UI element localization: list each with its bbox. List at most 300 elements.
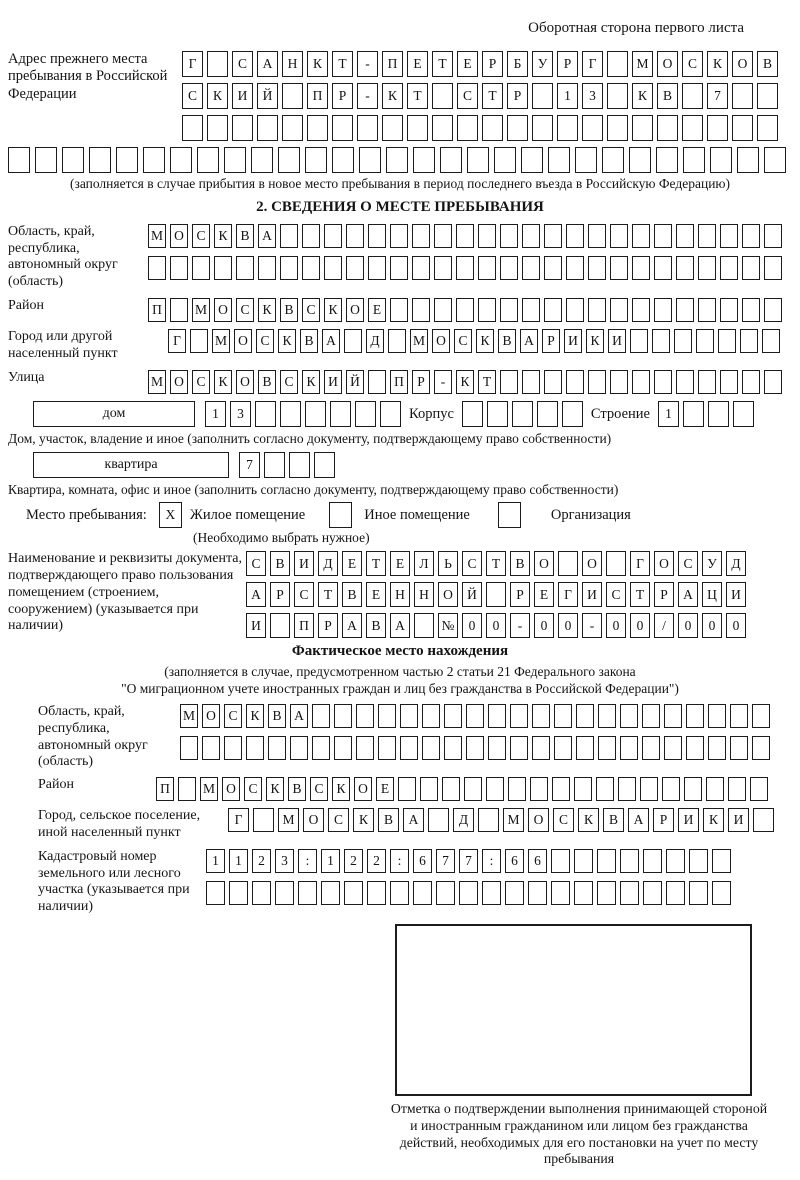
form-cell: [268, 736, 286, 760]
form-cell: [400, 704, 418, 728]
stay-type-option-residential: Жилое помещение: [189, 507, 306, 524]
form-cell: [478, 808, 499, 832]
form-cell: [355, 401, 376, 427]
actual-location-note-2: "О миграционном учете иностранных граждан и лиц без гражданства в Российской Федерации"): [121, 681, 679, 697]
form-cell: [562, 401, 583, 427]
form-cell: А: [520, 329, 538, 353]
form-cell: [258, 256, 276, 280]
stay-type-checkbox-other-premises: [329, 502, 352, 528]
actual-city-label: Город, сельское поселение, иной населенный пункт: [38, 808, 201, 841]
stay-type-option-organization: Организация: [550, 507, 631, 524]
form-cell: Н: [282, 51, 303, 77]
form-cell: [732, 83, 753, 109]
form-cell: Т: [630, 582, 650, 607]
form-cell: [682, 83, 703, 109]
form-cell: 1: [229, 849, 248, 873]
form-cell: [643, 849, 662, 873]
form-cell: Р: [654, 582, 674, 607]
form-cell: Л: [414, 551, 434, 576]
form-cell: [698, 256, 716, 280]
form-cell: 0: [630, 613, 650, 638]
form-cell: [422, 704, 440, 728]
form-cell: [522, 256, 540, 280]
form-cell: [532, 83, 553, 109]
form-cell: В: [288, 777, 306, 801]
form-cell: [676, 298, 694, 322]
form-cell: [116, 147, 138, 173]
form-cell: [544, 370, 562, 394]
form-cell: М: [200, 777, 218, 801]
cadastral-label: Кадастровый номер земельного или лесного участка (указывается при наличии): [38, 848, 190, 915]
form-cell: С: [280, 370, 298, 394]
form-cell: К: [214, 224, 232, 248]
street-row: [8, 370, 792, 394]
form-cell: Е: [457, 51, 478, 77]
prev-address-cells-1: [182, 51, 778, 77]
form-cell: [676, 256, 694, 280]
form-cell: А: [258, 224, 276, 248]
form-cell: В: [498, 329, 516, 353]
form-cell: [551, 849, 570, 873]
form-cell: [632, 370, 650, 394]
form-cell: [742, 224, 760, 248]
form-cell: [464, 777, 482, 801]
region-cells-1: [148, 224, 782, 248]
form-cell: [537, 401, 558, 427]
form-cell: [730, 704, 748, 728]
form-cell: [610, 256, 628, 280]
form-cell: [334, 736, 352, 760]
form-cell: [629, 147, 651, 173]
form-cell: [148, 256, 166, 280]
form-cell: 1: [658, 401, 679, 427]
form-cell: [251, 147, 273, 173]
street-cells: [148, 370, 782, 394]
form-cell: [390, 256, 408, 280]
form-cell: М: [503, 808, 524, 832]
page-side-note: Оборотная сторона первого листа: [528, 20, 744, 36]
form-cell: [664, 736, 682, 760]
form-cell: М: [148, 370, 166, 394]
cadastral-cells-2: [206, 881, 731, 905]
form-cell: [412, 298, 430, 322]
stroenie-label: Строение: [590, 405, 650, 422]
form-cell: [507, 115, 528, 141]
city-row: [8, 329, 792, 363]
form-cell: Б: [507, 51, 528, 77]
form-cell: [764, 256, 782, 280]
actual-region-label: Область, край, республика, автономный округ (область): [38, 704, 148, 770]
form-cell: [170, 256, 188, 280]
form-cell: Р: [332, 83, 353, 109]
form-cell: Р: [507, 83, 528, 109]
form-cell: [368, 370, 386, 394]
form-cell: [380, 401, 401, 427]
form-cell: [566, 298, 584, 322]
form-cell: [554, 704, 572, 728]
form-cell: М: [278, 808, 299, 832]
region-label: Область, край, республика, автономный округ (область): [8, 223, 118, 290]
form-cell: Т: [432, 51, 453, 77]
house-cells: [205, 401, 401, 427]
form-cell: [270, 613, 290, 638]
form-cell: О: [534, 551, 554, 576]
form-cell: В: [300, 329, 318, 353]
form-cell: И: [726, 582, 746, 607]
form-cell: [236, 256, 254, 280]
form-cell: О: [170, 370, 188, 394]
form-cell: [676, 224, 694, 248]
form-cell: [684, 777, 702, 801]
district-label: Район: [8, 298, 44, 314]
form-cell: [356, 704, 374, 728]
form-cell: [720, 224, 738, 248]
form-cell: [757, 83, 778, 109]
form-cell: [720, 298, 738, 322]
form-cell: К: [266, 777, 284, 801]
form-cell: [620, 704, 638, 728]
form-cell: И: [232, 83, 253, 109]
actual-location-title: Фактическое место нахождения: [291, 643, 509, 660]
form-cell: [618, 777, 636, 801]
form-cell: -: [357, 51, 378, 77]
form-cell: 6: [528, 849, 547, 873]
form-cell: О: [528, 808, 549, 832]
form-cell: [686, 736, 704, 760]
form-cell: [456, 298, 474, 322]
form-cell: [307, 115, 328, 141]
form-cell: Д: [318, 551, 338, 576]
form-cell: Т: [482, 83, 503, 109]
form-cell: [486, 582, 506, 607]
form-cell: [192, 256, 210, 280]
form-cell: [253, 808, 274, 832]
form-cell: И: [608, 329, 626, 353]
form-cell: [566, 224, 584, 248]
form-cell: [400, 736, 418, 760]
form-cell: [654, 224, 672, 248]
form-cell: [197, 147, 219, 173]
form-cell: [551, 881, 570, 905]
stroenie-cells: [658, 401, 754, 427]
stay-type-row: [8, 502, 792, 528]
cadastral-cells-1: [206, 849, 731, 873]
form-cell: [289, 452, 310, 478]
form-cell: [742, 256, 760, 280]
form-cell: [674, 329, 692, 353]
form-cell: Г: [168, 329, 186, 353]
form-cell: П: [390, 370, 408, 394]
form-cell: [505, 881, 524, 905]
form-cell: С: [246, 551, 266, 576]
form-cell: [457, 115, 478, 141]
form-cell: Г: [558, 582, 578, 607]
form-cell: [588, 256, 606, 280]
form-cell: [752, 736, 770, 760]
form-cell: [620, 881, 639, 905]
form-cell: [596, 777, 614, 801]
region-row: [8, 224, 792, 291]
form-cell: [434, 298, 452, 322]
form-cell: -: [434, 370, 452, 394]
form-cell: Ь: [438, 551, 458, 576]
form-cell: С: [457, 83, 478, 109]
form-cell: №: [438, 613, 458, 638]
form-cell: [290, 736, 308, 760]
actual-district-cells: [156, 777, 768, 801]
form-cell: Д: [453, 808, 474, 832]
form-cell: И: [294, 551, 314, 576]
form-cell: [178, 777, 196, 801]
form-cell: О: [214, 298, 232, 322]
form-cell: О: [354, 777, 372, 801]
form-cell: [683, 401, 704, 427]
form-cell: [432, 115, 453, 141]
actual-region-cells-1: [180, 704, 770, 728]
form-cell: О: [657, 51, 678, 77]
form-cell: [275, 881, 294, 905]
form-cell: [554, 736, 572, 760]
form-cell: О: [346, 298, 364, 322]
form-cell: -: [582, 613, 602, 638]
form-cell: [434, 224, 452, 248]
form-cell: [632, 224, 650, 248]
form-cell: [282, 83, 303, 109]
form-cell: [632, 256, 650, 280]
form-cell: [576, 736, 594, 760]
apartment-row: [8, 452, 792, 478]
form-cell: [764, 370, 782, 394]
form-cell: [500, 370, 518, 394]
actual-region-row: [8, 704, 792, 771]
form-cell: [456, 224, 474, 248]
form-cell: [390, 881, 409, 905]
form-cell: [522, 224, 540, 248]
form-cell: [582, 115, 603, 141]
form-cell: [607, 83, 628, 109]
section2-title: 2. СВЕДЕНИЯ О МЕСТЕ ПРЕБЫВАНИЯ: [256, 198, 544, 215]
form-cell: [305, 401, 326, 427]
stay-type-checkbox-residential: X: [159, 502, 182, 528]
form-cell: 7: [239, 452, 260, 478]
form-cell: [733, 401, 754, 427]
form-cell: [413, 881, 432, 905]
region-cells-2: [148, 256, 782, 280]
form-cell: С: [256, 329, 274, 353]
form-cell: 0: [486, 613, 506, 638]
form-cell: [420, 777, 438, 801]
form-cell: [500, 256, 518, 280]
form-cell: А: [390, 613, 410, 638]
form-cell: [170, 298, 188, 322]
form-cell: [459, 881, 478, 905]
form-cell: [143, 147, 165, 173]
form-cell: [182, 115, 203, 141]
form-cell: [588, 224, 606, 248]
form-cell: [656, 147, 678, 173]
form-cell: 0: [534, 613, 554, 638]
form-cell: 0: [462, 613, 482, 638]
form-cell: О: [438, 582, 458, 607]
stay-type-option-other-premises: Иное помещение: [364, 507, 470, 524]
form-cell: [312, 704, 330, 728]
form-cell: [500, 224, 518, 248]
korpus-cells: [462, 401, 583, 427]
form-cell: [257, 115, 278, 141]
form-cell: [214, 256, 232, 280]
form-cell: Е: [366, 582, 386, 607]
form-cell: [753, 808, 774, 832]
form-cell: А: [628, 808, 649, 832]
form-cell: [522, 298, 540, 322]
district-cells: [148, 298, 782, 322]
form-cell: [544, 256, 562, 280]
apartment-box-label: квартира: [33, 452, 229, 478]
document-row: [8, 551, 792, 638]
form-cell: [436, 881, 455, 905]
form-cell: [324, 256, 342, 280]
form-cell: С: [192, 224, 210, 248]
form-cell: 7: [436, 849, 455, 873]
form-cell: /: [654, 613, 674, 638]
form-cell: [500, 298, 518, 322]
form-cell: 0: [558, 613, 578, 638]
form-cell: [689, 849, 708, 873]
form-cell: [728, 777, 746, 801]
form-cell: [532, 115, 553, 141]
form-cell: [522, 370, 540, 394]
form-cell: [462, 401, 483, 427]
form-cell: С: [454, 329, 472, 353]
cadastral-row: [8, 849, 792, 916]
form-cell: [737, 147, 759, 173]
korpus-label: Корпус: [409, 405, 454, 422]
form-cell: [708, 401, 729, 427]
form-cell: [378, 704, 396, 728]
form-cell: [750, 777, 768, 801]
form-cell: В: [510, 551, 530, 576]
form-cell: Р: [542, 329, 560, 353]
form-cell: [557, 115, 578, 141]
confirmation-caption: Отметка о подтверждении выполнения принимающей стороной и иностранным гражданином или лицом без гражданства действий, необходимых для его постановки на учет по месту пребывания: [390, 1101, 768, 1167]
form-cell: 2: [367, 849, 386, 873]
form-cell: [752, 704, 770, 728]
form-cell: [278, 147, 300, 173]
form-cell: [632, 115, 653, 141]
prev-address-cells-2: [182, 83, 778, 109]
form-cell: [706, 777, 724, 801]
form-cell: [35, 147, 57, 173]
form-cell: [330, 401, 351, 427]
form-cell: 3: [582, 83, 603, 109]
house-note: Дом, участок, владение и иное (заполнить согласно документу, подтверждающему право собственности): [8, 430, 612, 446]
form-cell: [224, 147, 246, 173]
form-cell: Т: [486, 551, 506, 576]
form-cell: М: [180, 704, 198, 728]
form-cell: Г: [182, 51, 203, 77]
form-cell: [388, 329, 406, 353]
form-cell: 6: [505, 849, 524, 873]
form-cell: К: [476, 329, 494, 353]
form-cell: [334, 704, 352, 728]
form-cell: [89, 147, 111, 173]
form-cell: [486, 777, 504, 801]
form-cell: [332, 147, 354, 173]
form-cell: [432, 83, 453, 109]
form-cell: [742, 370, 760, 394]
form-cell: [312, 736, 330, 760]
form-cell: Й: [257, 83, 278, 109]
form-cell: И: [678, 808, 699, 832]
form-cell: 7: [459, 849, 478, 873]
form-cell: [682, 115, 703, 141]
form-cell: В: [603, 808, 624, 832]
stay-type-label: Место пребывания:: [26, 507, 147, 524]
form-cell: Т: [318, 582, 338, 607]
form-cell: -: [357, 83, 378, 109]
form-cell: [762, 329, 780, 353]
form-cell: Е: [376, 777, 394, 801]
form-cell: [444, 704, 462, 728]
form-cell: [324, 224, 342, 248]
form-cell: В: [342, 582, 362, 607]
form-cell: [412, 256, 430, 280]
form-cell: [264, 452, 285, 478]
form-cell: О: [202, 704, 220, 728]
form-cell: [642, 704, 660, 728]
form-cell: [712, 881, 731, 905]
house-row: [8, 401, 792, 427]
form-cell: [698, 370, 716, 394]
form-cell: [494, 147, 516, 173]
form-cell: С: [682, 51, 703, 77]
form-cell: [683, 147, 705, 173]
form-cell: 1: [557, 83, 578, 109]
form-cell: У: [702, 551, 722, 576]
form-cell: [552, 777, 570, 801]
form-cell: [478, 256, 496, 280]
form-cell: И: [582, 582, 602, 607]
form-cell: [321, 881, 340, 905]
form-cell: К: [246, 704, 264, 728]
form-cell: [508, 777, 526, 801]
form-cell: [62, 147, 84, 173]
form-cell: С: [462, 551, 482, 576]
prev-address-label: Адрес прежнего места пребывания в Российской Федерации: [8, 51, 168, 102]
form-cell: [566, 370, 584, 394]
form-cell: О: [732, 51, 753, 77]
form-cell: [689, 881, 708, 905]
form-cell: [732, 115, 753, 141]
form-cell: О: [582, 551, 602, 576]
form-cell: [610, 298, 628, 322]
document-cells-1: [246, 551, 746, 576]
actual-region-cells-2: [180, 736, 770, 760]
actual-location-note-1: (заполняется в случае, предусмотренном частью 2 статьи 21 Федерального закона: [164, 664, 636, 680]
form-cell: В: [258, 370, 276, 394]
form-cell: [190, 329, 208, 353]
form-cell: [357, 115, 378, 141]
form-cell: [707, 115, 728, 141]
district-row: [8, 298, 792, 322]
form-cell: [390, 298, 408, 322]
form-cell: [314, 452, 335, 478]
form-cell: [764, 224, 782, 248]
form-cell: 7: [707, 83, 728, 109]
form-cell: Г: [582, 51, 603, 77]
form-cell: О: [222, 777, 240, 801]
prev-address-row: [8, 51, 792, 141]
